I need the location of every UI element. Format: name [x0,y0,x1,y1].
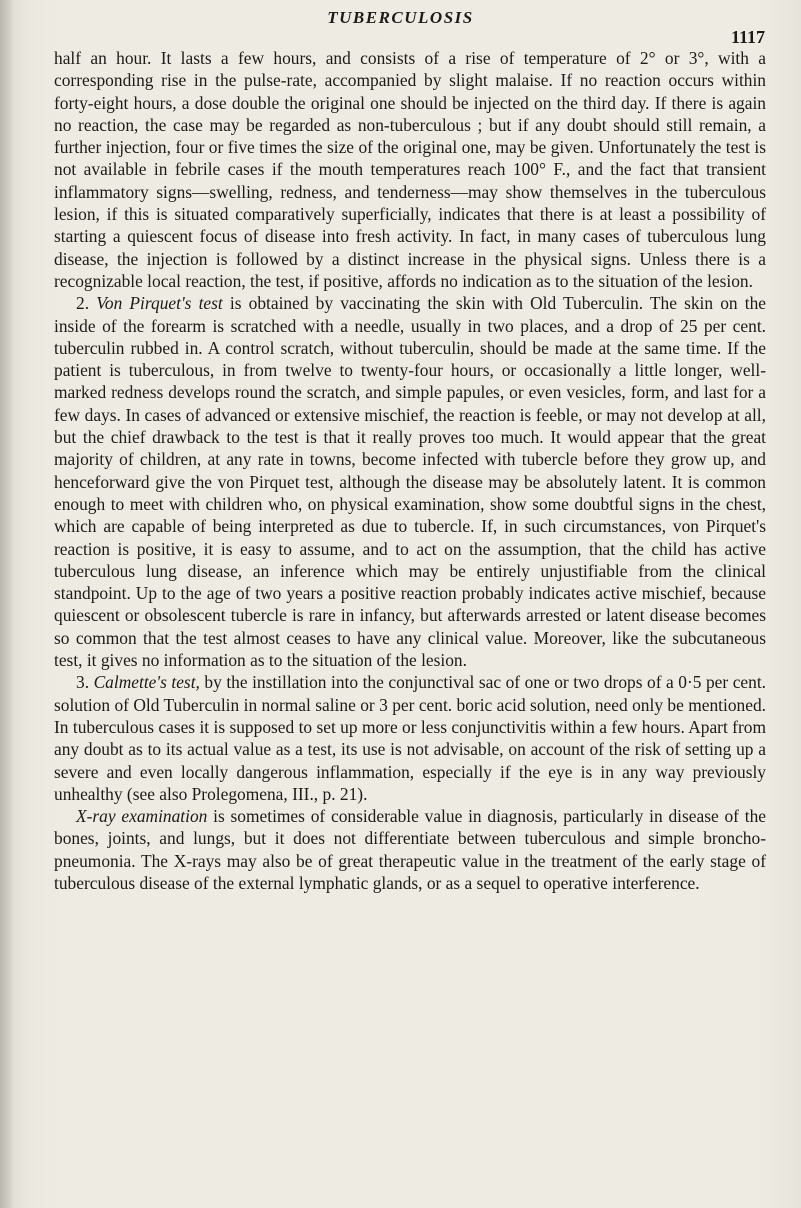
paragraph-continuation [54,47,766,292]
paragraph-text: is sometimes of considerable value in diagnosis, particularly in disease of the bones, joints, and lungs, but it does not differentiate between tuberculous and simple broncho-pneumonia. The X-rays may also be of great therapeutic value in the treatment of the early stage of tuberculous disease of the external lymphatic glands, or as a sequel to operative interference. [54,806,766,893]
paragraph-lead: X-ray examination [76,806,208,827]
page-number: 1117 [730,27,765,47]
paragraph-number: 3. [76,672,94,693]
paragraph-text: half an hour. It lasts a few hours, and consists of a rise of temperature of 2° or 3°, with a corresponding rise in the pulse-rate, accompanied by slight malaise. If no reaction occurs within forty-eight hours, a dose double the original one should be injected on the third day. If there is again no reaction, the case may be regarded as non-tuberculous ; but if any doubt should still remain, a further injection, four or five times the size of the original one, may be given. Unfortunately the test is not available in febrile cases if the mouth temperatures reach 100° F., and the fact that transient inflammatory signs—swelling, redness, and tenderness—may show themselves in the tuberculous lesion, if this is situated comparatively superficially, indicates that there is at least a possibility of starting a quiescent focus of disease into fresh activity. In fact, in many cases of tuberculous lung disease, the injection is followed by a distinct increase in the physical signs. Unless there is a recognizable local reaction, the test, if positive, affords no indication as to the situation of the lesion. [54,48,766,291]
running-title: TUBERCULOSIS [327,8,474,27]
paragraph-von-pirquet-test [54,292,766,671]
paragraph-calmette-test [54,671,766,805]
paragraph-text: is obtained by vaccinating the skin with Old Tuberculin. The skin on the inside of the forearm is scratched with a needle, usually in two places, and a drop of 25 per cent. tuberculin rubbed in. A control scratch, without tuberculin, should be made at the same time. If the patient is tuberculous, in from twelve to twenty-four hours, or occasionally a little longer, well-marked redness develops round the scratch, and simple papules, or even vesicles, form, and last for a few days. In cases of advanced or extensive mischief, the reaction is feeble, or may not develop at all, but the chief drawback to the test is that it really proves too much. It would appear that the great majority of children, at any rate in towns, become infected with tubercle before they grow up, and henceforward give the von Pirquet test, although the disease may be absolutely latent. It is common enough to meet with children who, on physical examination, show some doubtful signs in the chest, which are capable of being interpreted as due to tubercle. If, in such circumstances, von Pirquet's reaction is positive, it is easy to assume, and to act on the assumption, that the child has active tuberculous lung disease, an inference which may be entirely unjustifiable from the clinical standpoint. Up to the age of two years a positive reaction probably indicates active mischief, because quiescent or obsolescent tubercle is rare in infancy, but afterwards arrested or latent disease becomes so common that the test almost ceases to have any clinical value. Moreover, like the subcutaneous test, it gives no information as to the situation of the lesion. [54,293,767,671]
paragraph-text: by the instillation into the conjunctival sac of one or two drops of a 0·5 per cent. solution of Old Tuberculin in normal saline or 3 per cent. boric acid solution, need only be mentioned. In tuberculous cases it is supposed to set up more or less conjunctivitis within a few hours. Apart from any doubt as to its actual value as a test, its use is not advisable, on account of the risk of setting up a severe and even locally dangerous inflammation, especially if the eye is in any way previously unhealthy (see also Prolegomena, III., p. 21). [54,672,767,804]
paragraph-number: 2. [76,293,97,314]
paragraph-lead: Calmette's test, [93,672,200,693]
paragraph-lead: Von Pirquet's test [96,293,223,314]
paragraph-x-ray-examination [54,805,766,894]
body-text [54,47,766,894]
binding-shadow [0,0,14,1208]
